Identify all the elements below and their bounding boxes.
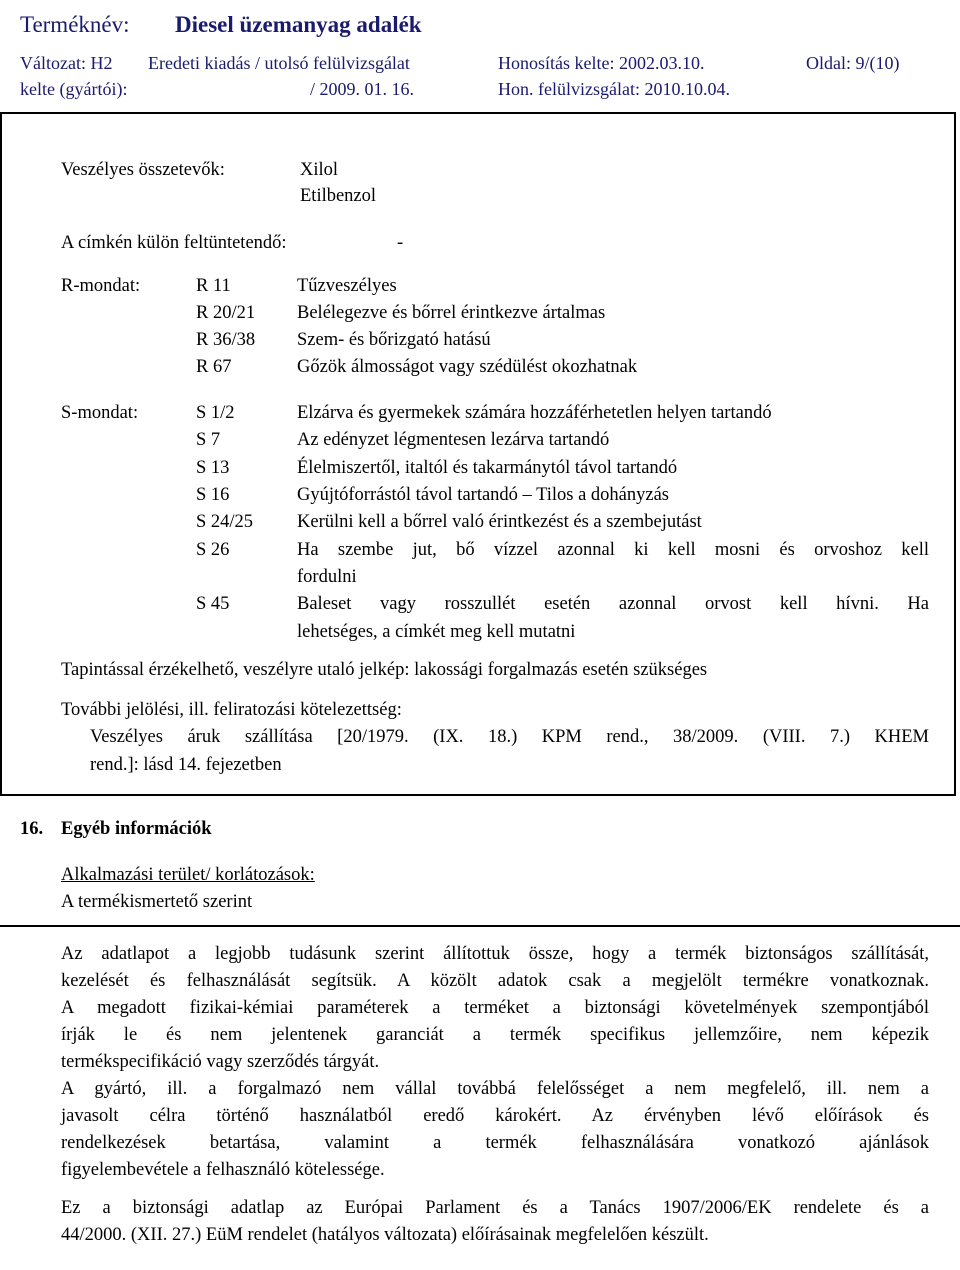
section-title: Egyéb információk	[61, 819, 212, 839]
section-frame	[0, 112, 956, 796]
component-item: Xilol	[300, 160, 339, 180]
product-name: Diesel üzemanyag adalék	[175, 12, 422, 37]
s-phrase-code: S 24/25	[196, 512, 254, 532]
disclaimer-line: A megadott fizikai-kémiai paraméterek a terméket a biztonsági követelmények szempontjából	[61, 998, 929, 1018]
disclaimer-line: rendelkezések betartása, valamint a termék felhasználására vonatkozó ajánlások	[61, 1133, 929, 1153]
disclaimer-line: A gyártó, ill. a forgalmazó nem vállal továbbá felelősséget a nem megfelelő, ill. nem a	[61, 1079, 929, 1099]
manufacturer-date-label: kelte (gyártói):	[20, 79, 128, 99]
domestic-review-date: Hon. felülvizsgálat: 2010.10.04.	[498, 79, 730, 99]
application-label: Alkalmazási terület/ korlátozások:	[61, 865, 315, 885]
product-name-label: Terméknév:	[20, 12, 130, 37]
disclaimer-line: kezelését és felhasználását segítsük. A közölt adatok csak a megjelölt termékre vonatkoznak.	[61, 971, 929, 991]
manufacturer-date: / 2009. 01. 16.	[310, 79, 415, 99]
approval-date: Honosítás kelte: 2002.03.10.	[498, 53, 705, 73]
s-phrase-text: Gyújtóforrástól távol tartandó – Tilos a dohányzás	[297, 485, 670, 505]
regulation-line: 44/2000. (XII. 27.) EüM rendelet (hatályos változata) előírásainak megfelelően készült.	[61, 1225, 709, 1245]
s-phrase-code: S 7	[196, 430, 221, 450]
further-labeling-label: További jelölési, ill. feliratozási kötelezettség:	[61, 700, 402, 720]
application-value: A termékismertető szerint	[61, 892, 253, 912]
tactile-warning: Tapintással érzékelhető, veszélyre utaló jelkép: lakossági forgalmazás esetén szükséges	[61, 660, 708, 680]
s-phrase-text: Elzárva és gyermekek számára hozzáférhetetlen helyen tartandó	[297, 403, 772, 423]
s-phrase-code: S 16	[196, 485, 230, 505]
original-issue: Eredeti kiadás / utolsó felülvizsgálat	[148, 53, 410, 73]
page-number: Oldal: 9/(10)	[806, 53, 900, 73]
section-number: 16.	[20, 819, 44, 839]
s-phrase-text: Kerülni kell a bőrrel való érintkezést és a szembejutást	[297, 512, 702, 532]
s-phrase-code: S 45	[196, 594, 230, 614]
label-separately-label: A címkén külön feltüntetendő:	[61, 233, 287, 253]
r-phrase-label: R-mondat:	[61, 276, 141, 296]
r-phrase-text: Szem- és bőrizgató hatású	[297, 330, 491, 350]
s-phrase-code: S 1/2	[196, 403, 235, 423]
r-phrase-code: R 67	[196, 357, 232, 377]
components-label: Veszélyes összetevők:	[61, 160, 225, 180]
further-labeling-text: Veszélyes áruk szállítása [20/1979. (IX. 18.) KPM rend., 38/2009. (VIII. 7.) KHEM	[90, 727, 929, 747]
s-phrase-text-cont: lehetséges, a címkét meg kell mutatni	[297, 622, 576, 642]
r-phrase-text: Gőzök álmosságot vagy szédülést okozhatnak	[297, 357, 638, 377]
label-separately-value: -	[397, 233, 404, 253]
divider	[0, 925, 960, 927]
s-phrase-text: Az edényzet légmentesen lezárva tartandó	[297, 430, 610, 450]
r-phrase-text: Tűzveszélyes	[297, 276, 397, 296]
disclaimer-line: javasolt célra történő használatból eredő károkért. Az érvényben lévő előírások és	[61, 1106, 929, 1126]
regulation-line: Ez a biztonsági adatlap az Európai Parlament és a Tanács 1907/2006/EK rendelete és a	[61, 1198, 929, 1218]
disclaimer-line: figyelembevétele a felhasználó kötelessége.	[61, 1160, 385, 1180]
s-phrase-text: Élelmiszertől, italtól és takarmánytól távol tartandó	[297, 458, 678, 478]
r-phrase-code: R 36/38	[196, 330, 256, 350]
disclaimer-line: termékspecifikáció vagy szerződés tárgyát.	[61, 1052, 380, 1072]
r-phrase-code: R 11	[196, 276, 231, 296]
disclaimer-line: Az adatlapot a legjobb tudásunk szerint állítottuk össze, hogy a termék biztonságos szállítását,	[61, 944, 929, 964]
version: Változat: H2	[20, 53, 113, 73]
s-phrase-label: S-mondat:	[61, 403, 139, 423]
r-phrase-code: R 20/21	[196, 303, 256, 323]
s-phrase-code: S 26	[196, 540, 230, 560]
s-phrase-text-cont: fordulni	[297, 567, 357, 587]
disclaimer-line: írják le és nem jelentenek garanciát a termék specifikus jellemzőire, nem képezik	[61, 1025, 929, 1045]
s-phrase-text: Ha szembe jut, bő vízzel azonnal ki kell mosni és orvoshoz kell	[297, 540, 929, 560]
r-phrase-text: Belélegezve és bőrrel érintkezve ártalmas	[297, 303, 606, 323]
s-phrase-text: Baleset vagy rosszullét esetén azonnal orvost kell hívni. Ha	[297, 594, 929, 614]
further-labeling-text-cont: rend.]: lásd 14. fejezetben	[90, 755, 282, 775]
s-phrase-code: S 13	[196, 458, 230, 478]
component-item: Etilbenzol	[300, 186, 377, 206]
